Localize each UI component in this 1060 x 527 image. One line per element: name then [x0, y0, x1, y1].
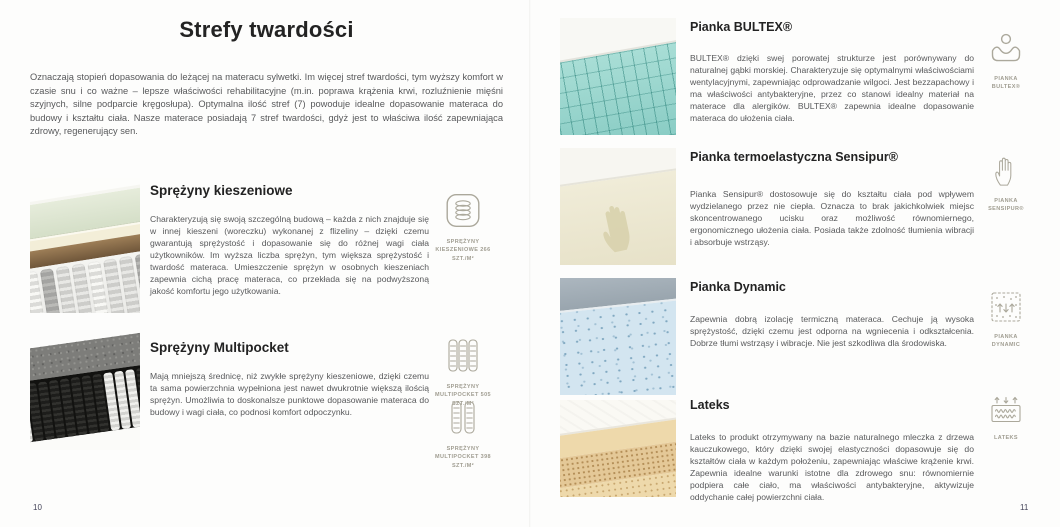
page-number-right: 11: [1020, 503, 1029, 512]
badge-caption: SPRĘŻYNY MULTIPOCKET 505 SZT./M²: [435, 384, 492, 407]
badge-multipocket-398: [435, 399, 491, 470]
page-seam: [529, 0, 531, 527]
section-body-pocket-springs: Charakteryzują się swoją szczególną budową – każda z nich znajduje się w innej kieszeni (woreczku) wykonanej z flizeliny – dzięki czemu gwarantują sprężystość i dopasowanie się do różnej wagi ciała użytkowników. Im wyższa liczba sprężyn, tym większa sprężystość i twardość materaca. Umieszczenie sprężyn w osobnych kieszeniach zapewnia cichą pracę materaca, co przekłada się na podwyższoną jakość komfortu jego użytkowania.: [150, 213, 429, 296]
badge-caption: SPRĘŻYNY KIESZENIOWE 266 SZT./M²: [435, 239, 491, 262]
badge-caption: PIANKA DYNAMIC: [991, 334, 1021, 349]
section-title-sensipur: Pianka termoelastyczna Sensipur®: [690, 150, 898, 164]
page-number-left: 10: [33, 503, 42, 512]
section-body-dynamic: Zapewnia dobrą izolację termiczną materaca. Cechuje ją wysoka sprężystość, dzięki czemu jest odporna na wgniecenia i odkształcenia. Dobrze tłumi wstrząsy i wibracje. Nie jest szkodliwa dla środowiska.: [690, 313, 974, 348]
head-on-foam-icon: [988, 33, 1024, 66]
section-body-sensipur: Pianka Sensipur® dostosowuje się do kształtu ciała pod wpływem wydzielanego przez nie ciepła. Oznacza to brak jakichkolwiek miejsc skoncentrowanego ucisku oraz możliwość równomiernego, ergonomicznego ułożenia ciała. Posiada także zdolność tłumienia wibracji i absorbuje wstrząsy.: [690, 188, 974, 247]
section-body-latex: Lateks to produkt otrzymywany na bazie naturalnego mleczka z drzewa kauczukowego, który dzięki swojej elastyczności dopasowuje się do kształtów ciała w każdym położeniu, zapewniając właściwe krążenie krwi. Zapewnia idealne warunki istotne dla zdrowego snu: równomiernie podpiera całe ciało, ma właściwości antybakteryjne, aktywizuje oddychanie całej powierzchni ciała.: [690, 431, 974, 502]
hand-icon: [989, 152, 1023, 188]
latex-layer-icon: [988, 395, 1024, 425]
hand-imprint: [585, 191, 654, 260]
badge-sensipur: [980, 152, 1032, 214]
multipocket-photo: [30, 330, 140, 450]
section-title-bultex: Pianka BULTEX®: [690, 20, 793, 34]
badge-bultex: [980, 33, 1032, 92]
perforated-foam-icon: [989, 290, 1023, 324]
multipocket-double-spring-icon: [447, 399, 479, 436]
dynamic-foam-photo: [560, 278, 676, 395]
latex-foam-photo: [560, 400, 676, 497]
section-title-multipocket: Sprężyny Multipocket: [150, 340, 289, 355]
multipocket-triple-spring-icon: [447, 337, 479, 374]
badge-latex: [980, 395, 1032, 442]
pocket-spring-icon: [445, 192, 481, 229]
bultex-foam-photo: [560, 18, 676, 135]
badge-multipocket-505: [435, 337, 491, 408]
badge-dynamic: [980, 290, 1032, 350]
section-body-bultex: BULTEX® dzięki swej porowatej strukturze jest porównywany do naturalnej gąbki morskiej. Charakteryzuje się optymalnymi właściwościami wentylacyjnymi, zapewniając odprowadzanie wilgoci. Jest bezzapachowy i ma właściwości antybakteryjne, przez co stanowi idealny materiał na materace dla alergików. BULTEX® zapewnia idealne dopasowanie materaca do ułożenia ciała.: [690, 52, 974, 123]
badge-caption: LATEKS: [994, 435, 1018, 441]
intro-paragraph: Oznaczają stopień dopasowania do leżącej na materacu sylwetki. Im więcej stref twardości, tym wyższy komfort w czasie snu i co ważne – lepsze właściwości rehabilitacyjne (m.in. poprawa krążenia krwi, rozluźnienie mięśni szyjnych, silne podparcie kręgosłupa). Optymalna ilość stref (7) powoduje idealne dopasowanie materaca do budowy i kształtu ciała. Nasze materace posiadają 7 stref twardości, gdyż jest to właściwa ilość zapewniająca zdrowy, regenerujący sen.: [30, 72, 503, 137]
section-title-pocket-springs: Sprężyny kieszeniowe: [150, 183, 293, 198]
sensipur-foam-photo: [560, 148, 676, 265]
section-title-dynamic: Pianka Dynamic: [690, 280, 786, 294]
pocket-springs-photo: [30, 178, 140, 313]
section-body-multipocket: Mają mniejszą średnicę, niż zwykłe sprężyny kieszeniowe, dzięki czemu ta sama powierzchnia wypełniona jest nawet dwukrotnie większą ilością sprężyn. Umożliwia to doskonalsze punktowe dopasowanie materaca do budowy i wagi ciała, co podnosi komfort odpoczynku.: [150, 370, 429, 417]
section-title-latex: Lateks: [690, 398, 730, 412]
badge-caption: PIANKA SENSIPUR®: [988, 198, 1024, 213]
badge-caption: SPRĘŻYNY MULTIPOCKET 398 SZT./M²: [435, 446, 492, 469]
page-title: Strefy twardości: [179, 17, 354, 42]
badge-caption: PIANKA BULTEX®: [991, 76, 1021, 91]
badge-pocket-springs: [435, 192, 491, 263]
